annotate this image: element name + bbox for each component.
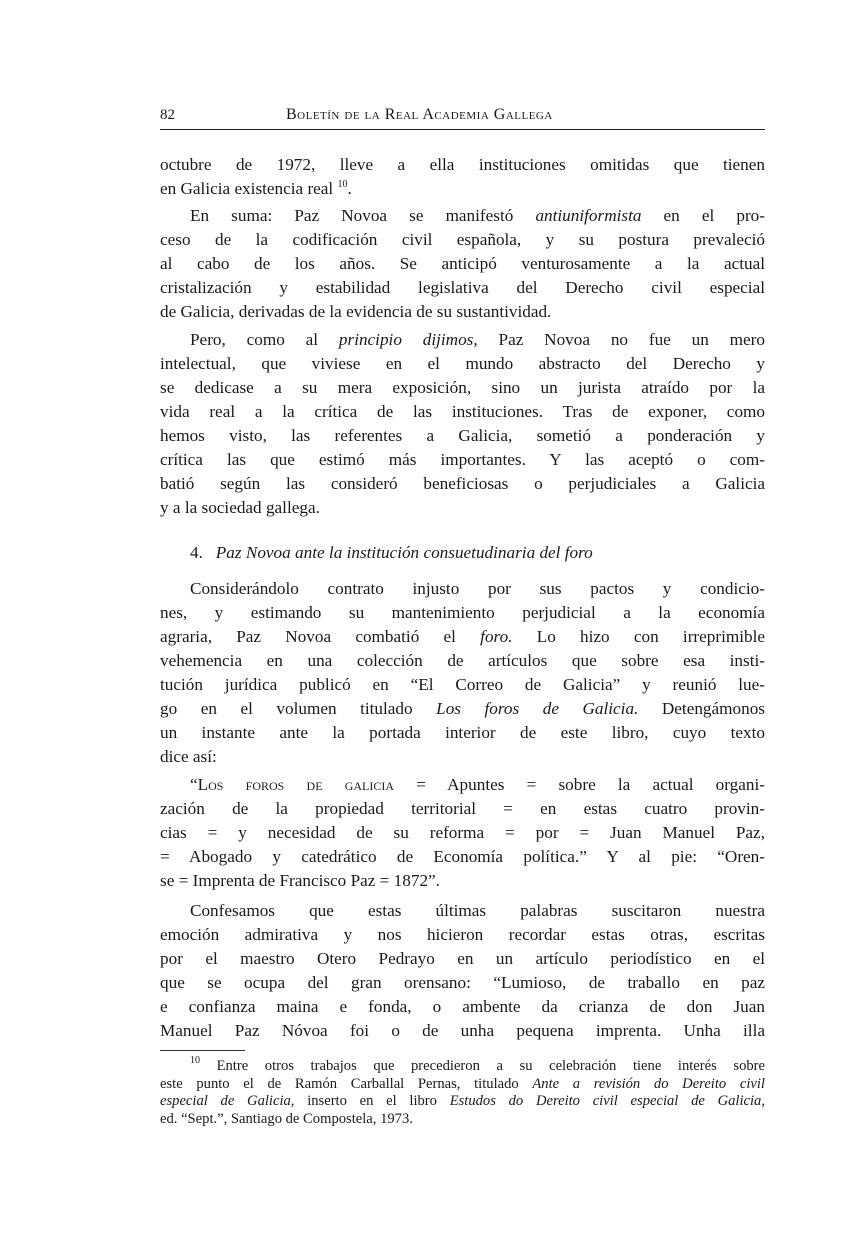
page-header: [160, 104, 765, 126]
text-run: intelectual, que viviese en el mundo abstracto del Derecho y: [160, 354, 765, 373]
text-run: principio dijimos: [338, 330, 474, 349]
text-run: foro.: [480, 627, 513, 646]
text-line: [160, 995, 765, 1019]
paragraph: [160, 328, 765, 520]
text-line: [160, 276, 765, 300]
section-heading: [190, 541, 593, 565]
footnote-rule: [160, 1050, 245, 1051]
text-run: crítica las que estimó más importantes. Y las aceptó o com-: [160, 450, 765, 469]
text-line: [160, 797, 765, 821]
footnote-marker: 10: [337, 179, 348, 190]
text-run: tución jurídica publicó en “El Correo de Galicia” y reunió lue-: [160, 675, 765, 694]
text-line: [160, 869, 765, 893]
text-run: nes, y estimando su mantenimiento perjudicial a la economía: [160, 603, 765, 622]
text-line: [160, 745, 765, 769]
text-run: hemos visto, las referentes a Galicia, sometió a ponderación y: [160, 426, 765, 445]
text-run: Los foros de galicia: [197, 775, 395, 794]
text-run: e confianza maina e fonda, o ambente da crianza de don Juan: [160, 997, 765, 1016]
text-run: vida real a la crítica de las instituciones. Tras de exponer, como: [160, 402, 765, 421]
text-line: [160, 1093, 765, 1111]
text-run: agraria, Paz Novoa combatió el: [160, 627, 481, 646]
text-run: = Abogado y catedrático de Economía política.” Y al pie: “Oren-: [160, 847, 765, 866]
paragraph: [160, 204, 765, 324]
text-run: Confesamos que estas últimas palabras suscitaron nuestra: [190, 901, 765, 920]
text-run: Entre otros trabajos que precedieron a su celebración tiene interés sobre: [200, 1058, 765, 1074]
text-line: [160, 923, 765, 947]
quotation-paragraph: [160, 773, 765, 893]
text-run: Estudos do Dereito civil especial de Galicia,: [449, 1093, 766, 1109]
paragraph: [160, 899, 765, 1043]
text-line: [160, 1055, 765, 1076]
page-number: 82: [160, 107, 175, 123]
text-line: [160, 971, 765, 995]
text-run: antiuniformista: [535, 206, 642, 225]
running-title: Boletín de la Real Academia Gallega: [286, 106, 553, 123]
text-run: , Paz Novoa no fue un mero: [473, 330, 765, 349]
text-line: [160, 328, 765, 352]
text-line: [160, 721, 765, 745]
text-run: cias = y necesidad de su reforma = por = Juan Manuel Paz,: [160, 823, 765, 842]
text-line: [160, 1076, 765, 1094]
text-run: se dedicase a su mera exposición, sino un jurista atraído por la: [160, 378, 765, 397]
text-run: Lo hizo con irreprimible: [512, 627, 766, 646]
text-run: go en el volumen titulado: [160, 699, 437, 718]
section-title: Paz Novoa ante la institución consuetudinaria del foro: [215, 543, 593, 562]
text-line: [160, 1019, 765, 1043]
text-run: Ante a revisión do Dereito civil: [532, 1075, 765, 1092]
text-line: [160, 845, 765, 869]
text-run: de Galicia, derivadas de la evidencia de su sustantividad.: [160, 302, 552, 321]
section-number: 4.: [190, 543, 203, 562]
text-run: batió según las consideró beneficiosas o perjudiciales a Galicia: [160, 474, 765, 493]
text-line: [160, 252, 765, 276]
text-run: vehemencia en una colección de artículos que sobre esa insti-: [160, 651, 765, 670]
text-line: [160, 899, 765, 923]
text-run: Los foros de Galicia.: [436, 699, 639, 718]
text-line: [160, 153, 765, 177]
text-run: inserto en el libro: [294, 1093, 450, 1109]
text-line: [160, 1111, 765, 1129]
paragraph: [160, 577, 765, 769]
text-run: Detengámonos: [638, 699, 765, 718]
text-line: [160, 577, 765, 601]
text-run: en el pro-: [641, 206, 765, 225]
header-rule: [160, 129, 765, 130]
text-line: [160, 649, 765, 673]
text-run: Considerándolo contrato injusto por sus pactos y condicio-: [190, 579, 765, 598]
text-line: [160, 400, 765, 424]
text-run: octubre de 1972, lleve a ella instituciones omitidas que tienen: [160, 155, 765, 174]
text-run: en Galicia existencia real: [160, 179, 338, 198]
text-line: [160, 673, 765, 697]
text-run: zación de la propiedad territorial = en estas cuatro provin-: [160, 799, 765, 818]
text-line: [160, 300, 765, 324]
text-run: Pero, como al: [190, 330, 339, 349]
text-run: “: [190, 775, 198, 794]
text-run: ceso de la codificación civil española, y su postura prevaleció: [160, 230, 765, 249]
text-run: En suma: Paz Novoa se manifestó: [190, 206, 536, 225]
text-line: [160, 773, 765, 797]
text-run: se = Imprenta de Francisco Paz = 1872”.: [160, 871, 440, 890]
text-line: [160, 424, 765, 448]
footnote: [160, 1055, 766, 1128]
text-run: emoción admirativa y nos hicieron recordar estas otras, escritas: [160, 925, 765, 944]
text-run: especial de Galicia,: [160, 1093, 295, 1109]
text-run: .: [347, 179, 352, 198]
text-line: [160, 352, 765, 376]
text-run: ed. “Sept.”, Santiago de Compostela, 1973.: [160, 1110, 413, 1127]
text-line: [160, 448, 765, 472]
text-line: [160, 228, 765, 252]
text-line: [160, 177, 765, 201]
text-run: por el maestro Otero Pedrayo en un artículo periodístico en el: [160, 949, 765, 968]
text-line: [160, 496, 765, 520]
text-line: [160, 376, 765, 400]
paragraph: [160, 153, 765, 201]
text-line: [160, 947, 765, 971]
text-run: Manuel Paz Nóvoa foi o de unha pequena imprenta. Unha illa: [160, 1021, 765, 1040]
text-line: [160, 821, 765, 845]
text-line: [160, 204, 765, 228]
text-run: un instante ante la portada interior de este libro, cuyo texto: [160, 723, 765, 742]
text-run: este punto el de Ramón Carballal Pernas, titulado: [160, 1075, 533, 1092]
text-run: al cabo de los años. Se anticipó venturosamente a la actual: [160, 254, 765, 273]
text-run: y a la sociedad gallega.: [160, 498, 320, 517]
text-line: [160, 472, 765, 496]
text-run: cristalización y estabilidad legislativa del Derecho civil especial: [160, 278, 765, 297]
text-line: [160, 697, 765, 721]
text-line: [160, 625, 765, 649]
footnote-marker: 10: [190, 1055, 200, 1066]
text-run: = Apuntes = sobre la actual organi-: [394, 775, 765, 794]
text-run: dice así:: [160, 747, 217, 766]
text-run: que se ocupa del gran orensano: “Lumioso, de traballo en paz: [160, 973, 765, 992]
text-line: [160, 601, 765, 625]
